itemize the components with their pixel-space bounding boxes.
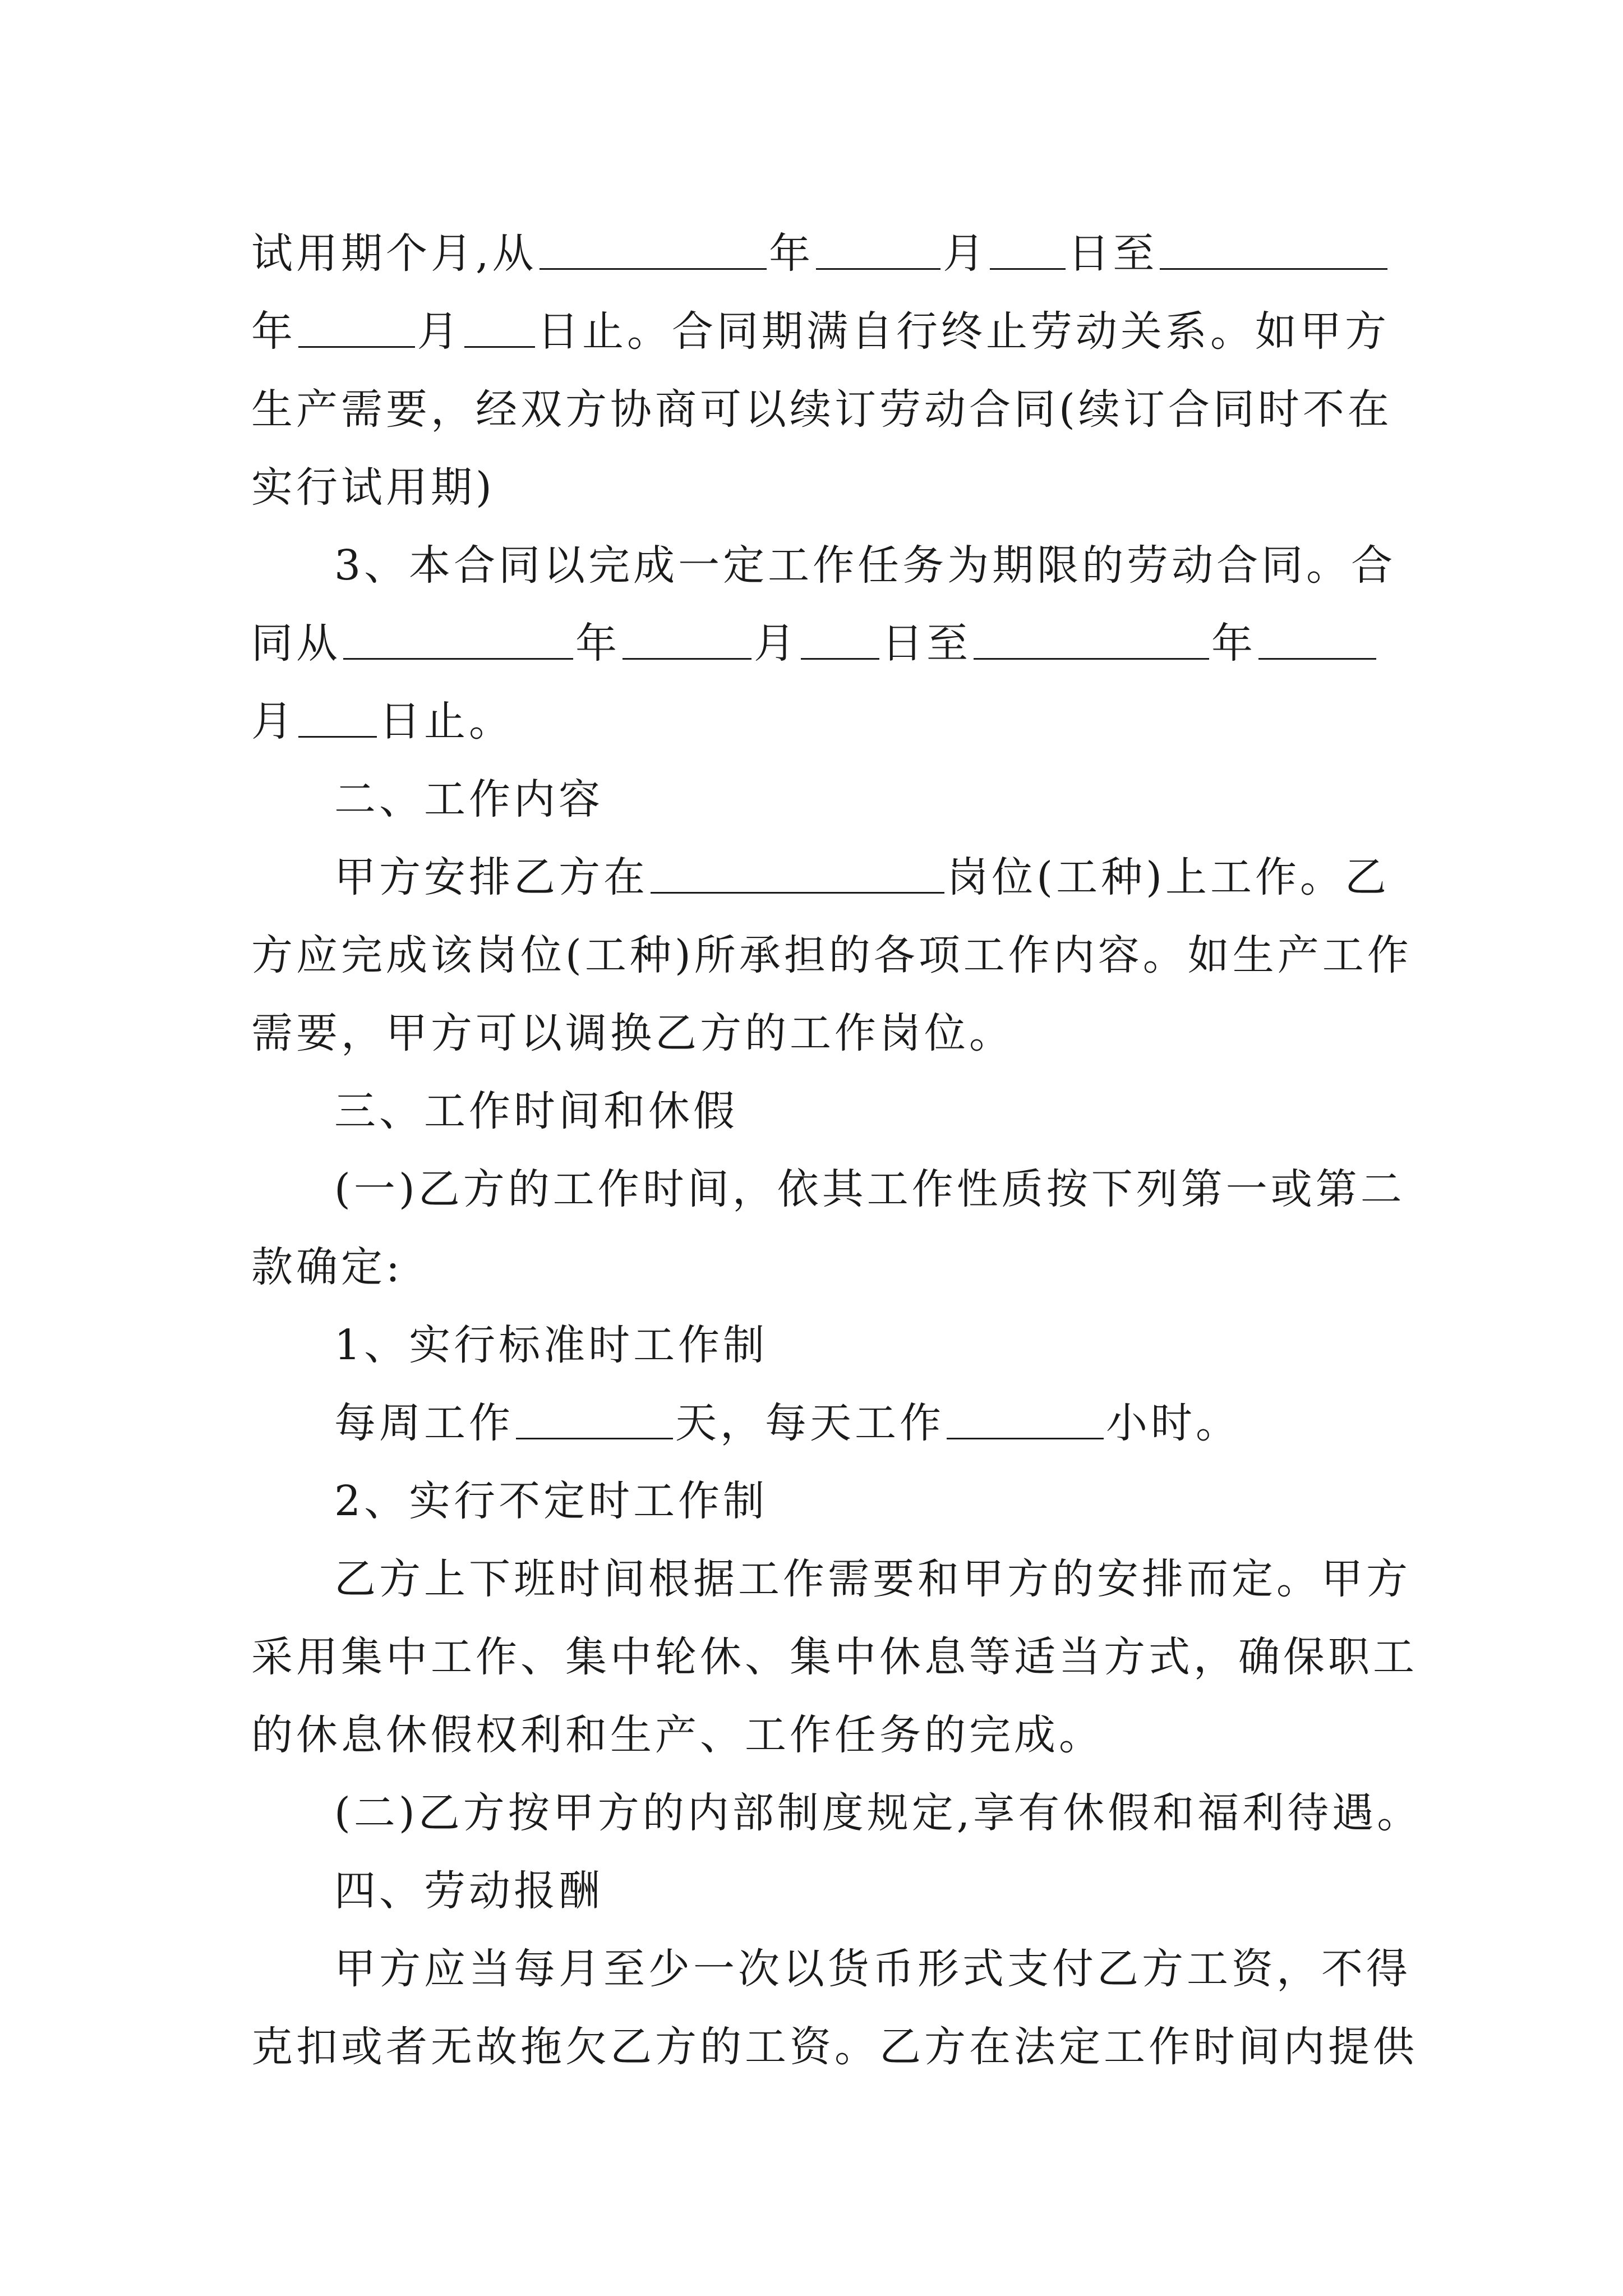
text-segment: 生产需要，经双方协商可以续订劳动合同(续订合同时不在 [251,385,1393,434]
text-line [251,987,1390,1065]
section-heading [251,1065,1390,1143]
text-line [251,831,1390,909]
section-heading [251,1845,1390,1923]
section-heading [251,753,1390,831]
text-segment: 的休息休假权利和生产、工作任务的完成。 [251,1711,1104,1759]
text-segment: 年 [769,229,814,278]
text-line [251,1611,1418,1689]
fill-in-blank [1160,268,1387,270]
text-segment: 采用集中工作、集中轮休、集中休息等适当方式，确保职工 [251,1633,1418,1681]
text-segment: 同从 [251,619,341,668]
text-segment: 年 [251,307,296,356]
fill-in-blank [298,346,415,348]
text-segment: 1、实行标准时工作制 [334,1321,768,1369]
text-line [251,2001,1418,2079]
text-line [251,1689,1390,1767]
text-line [251,1143,1405,1221]
text-segment: 小时。 [1106,1399,1241,1447]
text-segment: 3、本合同以完成一定工作任务为期限的劳动合同。合 [334,541,1396,590]
text-segment: 三、工作时间和休假 [334,1087,738,1135]
text-line [251,364,1393,441]
text-segment: 月 [943,229,988,278]
text-line [251,909,1412,987]
list-item [251,1455,1390,1533]
text-segment: 日至 [882,619,971,668]
text-segment: 天，每天工作 [675,1399,944,1447]
text-segment: 四、劳动报酬 [334,1867,603,1915]
fill-in-blank [343,657,573,660]
text-segment: 日止。 [379,697,514,746]
text-segment: 甲方安排乙方在 [334,853,648,901]
text-line [251,675,1390,753]
text-line [251,519,1396,597]
fill-in-blank [540,268,767,270]
text-segment: 年 [575,619,620,668]
fill-in-blank [298,735,377,738]
text-segment: 月 [251,697,296,746]
text-segment: 甲方应当每月至少一次以货币形式支付乙方工资，不得 [334,1945,1411,1993]
text-segment: 需要，甲方可以调换乙方的工作岗位。 [251,1009,1014,1057]
text-line [251,1221,1390,1299]
list-item [251,1299,1390,1377]
text-line [251,1767,1422,1845]
text-line [251,597,1390,675]
text-segment: 实行试用期) [251,463,495,512]
fill-in-blank [974,657,1209,660]
text-line [251,441,1390,519]
fill-in-blank [623,657,751,660]
text-segment: 方应完成该岗位(工种)所承担的各项工作内容。如生产工作 [251,931,1412,979]
text-segment: 月 [754,619,799,668]
fill-in-blank [516,1437,673,1439]
text-segment: 日止。合同期满自行终止劳动关系。如甲方 [537,307,1390,356]
text-line [251,286,1390,364]
text-line [251,1923,1411,2001]
fill-in-blank [816,268,940,270]
fill-in-blank [651,891,944,894]
text-segment: 款确定: [251,1243,403,1291]
text-segment: 月 [417,307,462,356]
text-line [251,1377,1390,1455]
document-body [251,208,1422,2079]
fill-in-blank [801,657,879,660]
text-segment: 乙方上下班时间根据工作需要和甲方的安排而定。甲方 [334,1555,1411,1603]
text-segment: 试用期个月,从 [251,229,537,278]
fill-in-blank [1258,657,1376,660]
fill-in-blank [947,1437,1104,1439]
text-segment: 年 [1211,619,1256,668]
text-segment: (二)乙方按甲方的内部制度规定,享有休假和福利待遇。 [334,1789,1422,1837]
text-segment: 岗位(工种)上工作。乙 [947,853,1390,901]
text-line [251,1533,1411,1611]
text-segment: 日至 [1068,229,1158,278]
text-segment: (一)乙方的工作时间，依其工作性质按下列第一或第二 [334,1165,1405,1213]
fill-in-blank [464,346,535,348]
text-line [251,208,1390,286]
text-segment: 二、工作内容 [334,775,603,823]
text-segment: 2、实行不定时工作制 [334,1477,768,1525]
text-segment: 克扣或者无故拖欠乙方的工资。乙方在法定工作时间内提供 [251,2023,1418,2071]
fill-in-blank [990,268,1066,270]
text-segment: 每周工作 [334,1399,514,1447]
